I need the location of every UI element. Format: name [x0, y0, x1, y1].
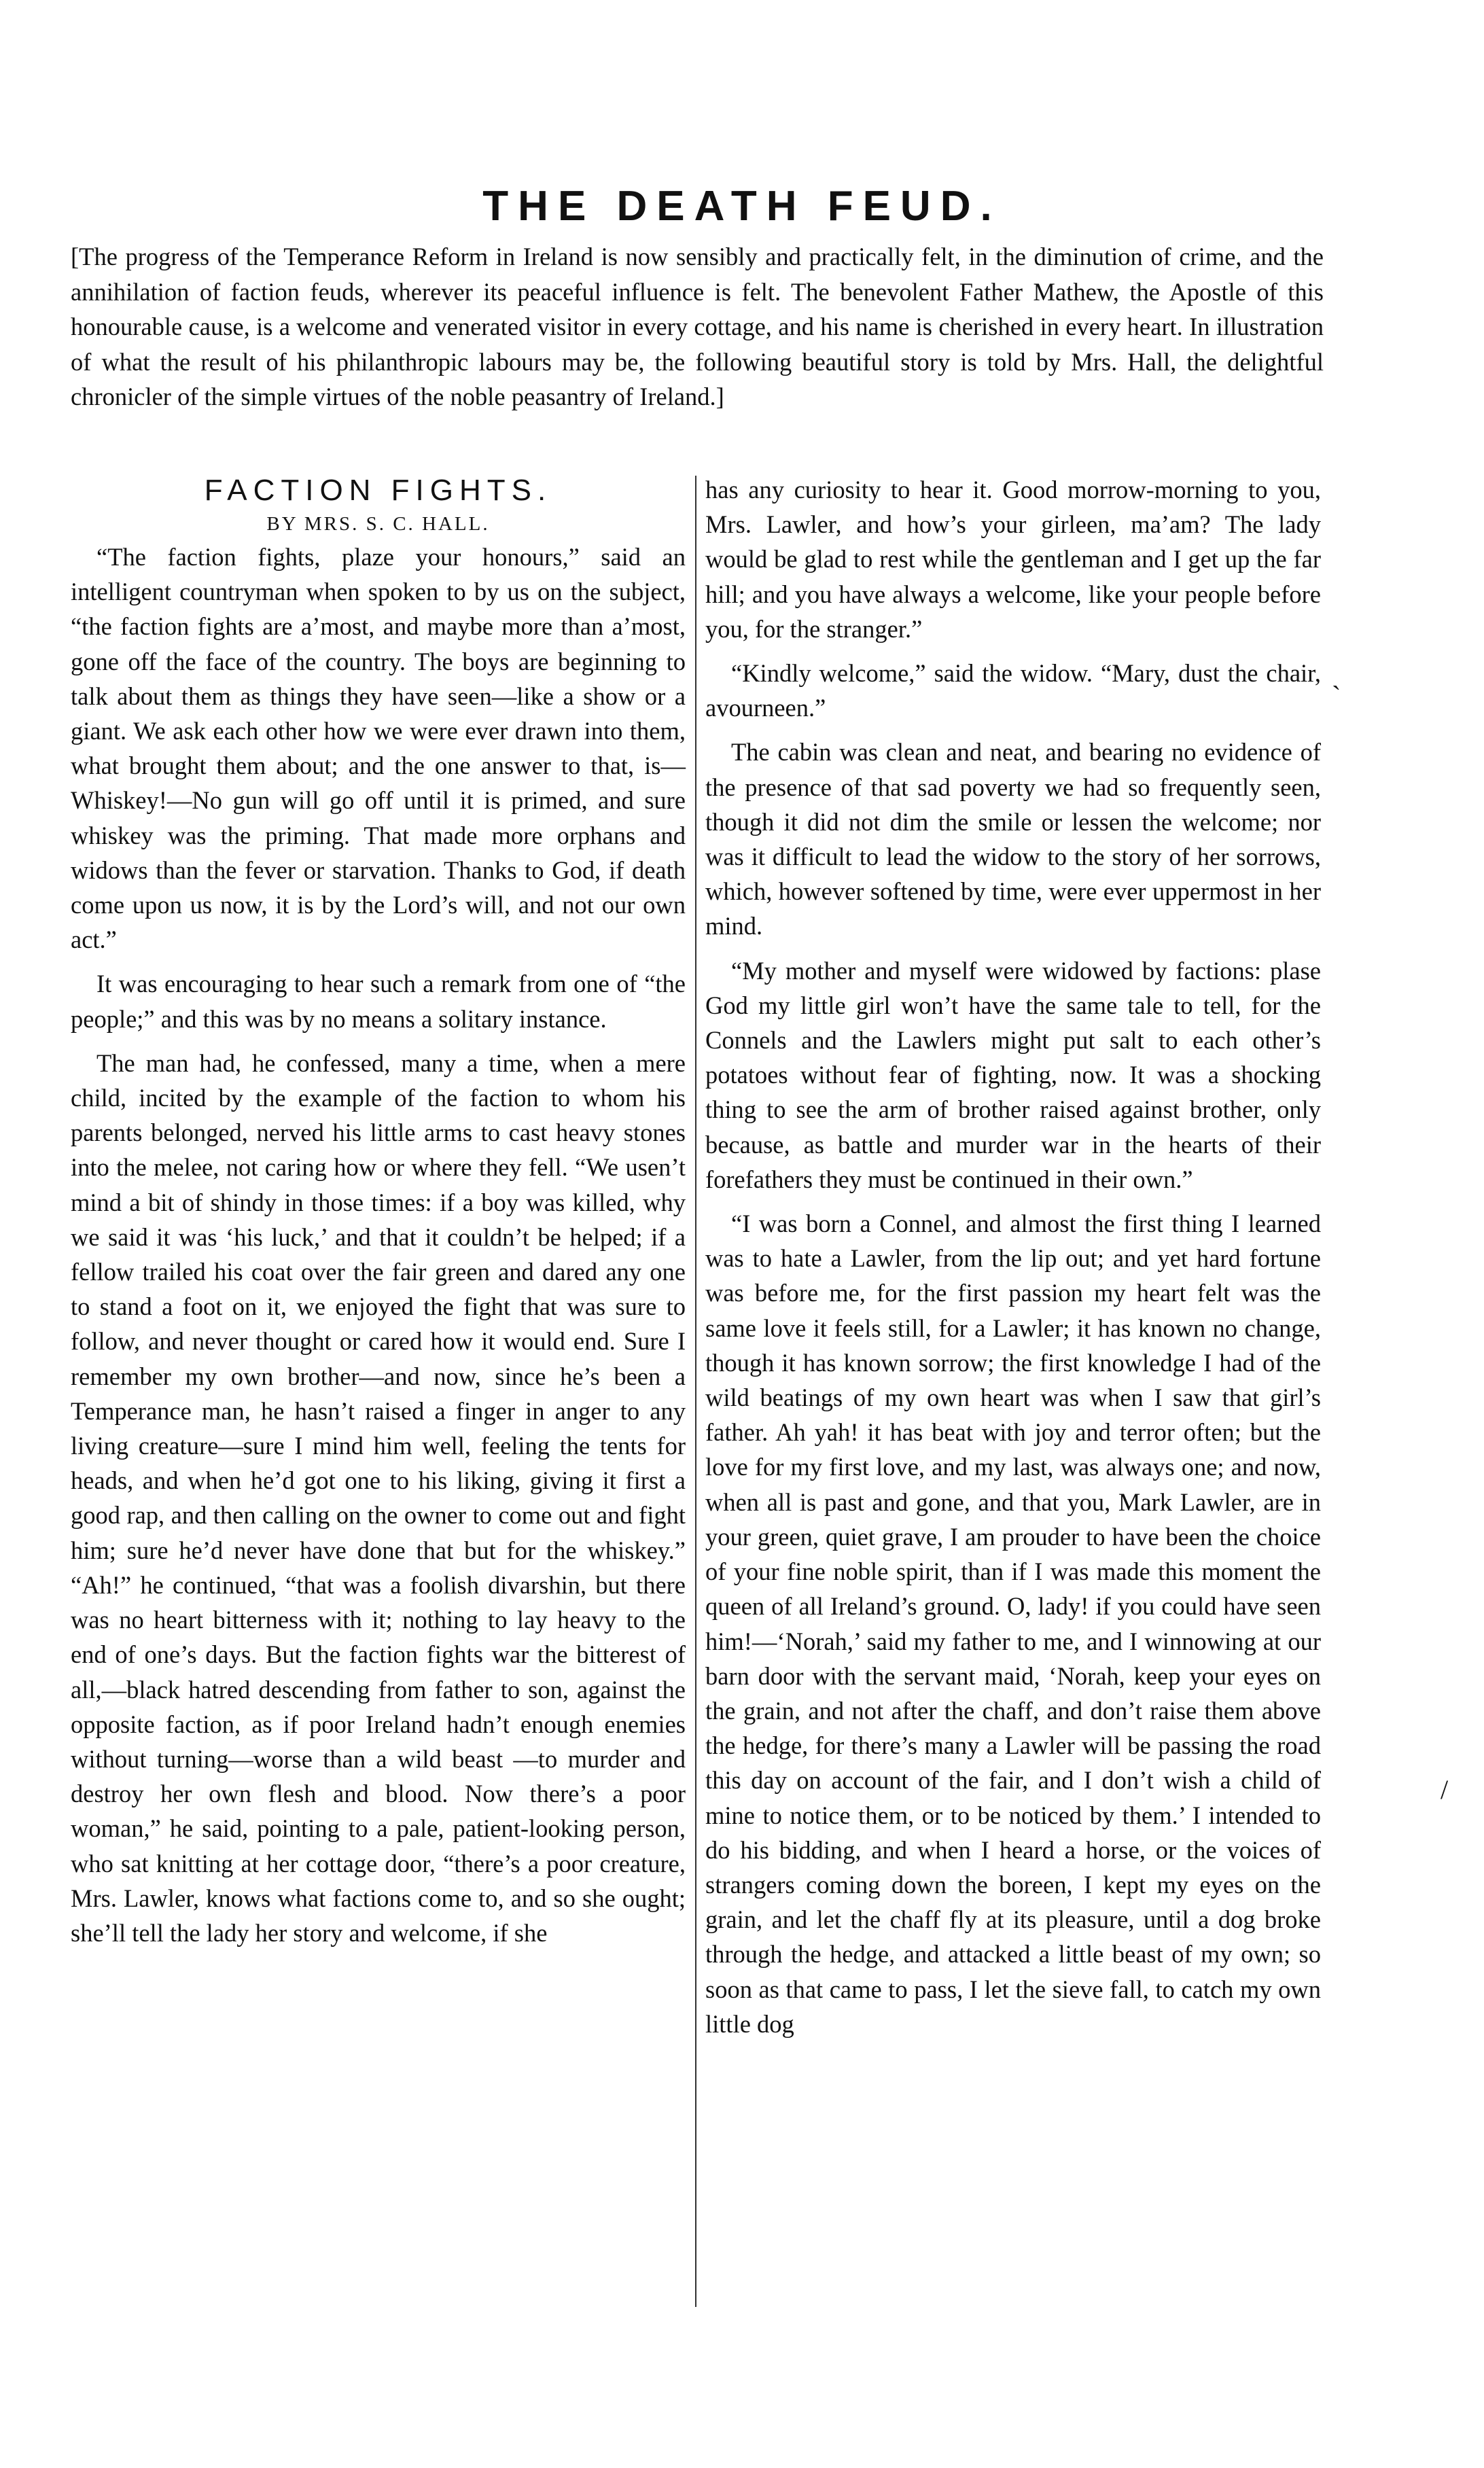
- intro-paragraph: [The progress of the Temperance Reform in Ireland is now sensibly and practically felt, in the diminution of crime, and the annihilation of faction feuds, wherever its peaceful influence is felt. The benevolent Father Mathew, the Apostle of this honourable cause, is a welcome and venerated visitor in every cottage, and his name is cherished in every heart. In illustration of what the result of his philanthropic labours may be, the following beautiful story is told by Mrs. Hall, the delightful chronicler of the simple virtues of the noble peasantry of Ireland.]: [71, 243, 1324, 410]
- paragraph: “I was born a Connel, and almost the first thing I learned was to hate a Lawler, from the lip out; and yet hard fortune was before me, for the first passion my heart felt was the same love it feels still, for a Lawler; it has known no change, though it has known sorrow; the first knowledge I had of the wild beatings of my own heart was when I saw that girl’s father. Ah yah! it has beat with joy and terror often; but the love for my first love, and my last, was always one; and now, when all is past and gone, and that you, Mark Lawler, are in your green, quiet grave, I am prouder to have been the choice of your fine noble spirit, than if I was made this moment the queen of all Ireland’s ground. O, lady! if you could have seen him!—‘Norah,’ said my father to me, and I winnowing at our barn door with the servant maid, ‘Norah, keep your eyes on the grain, and not after the chaff, and don’t raise them above the hedge, for there’s many a Lawler will be passing the road this day on account of the fair, and I don’t wish a child of mine to notice them, or to be noticed by them.’ I intended to do his bidding, and when I heard a horse, or the voices of strangers coming down the boreen, I kept my eyes on the grain, and let the chaff fly at its pleasure, until a dog broke through the hedge, and attacked a little beast of my own; so soon as that came to pass, I let the sieve fall, to catch my own little dog: [705, 1210, 1321, 2038]
- stray-mark: /: [1441, 1774, 1449, 1805]
- paragraph: “Kindly welcome,” said the widow. “Mary, dust the chair, avourneen.”: [705, 659, 1321, 722]
- byline: BY MRS. S. C. HALL.: [266, 513, 490, 535]
- paragraph: It was encouraging to hear such a remark from one of “the people;” and this was by no means a solitary instance.: [71, 970, 686, 1033]
- section-title: FACTION FIGHTS.: [204, 474, 552, 507]
- paragraph: has any curiosity to hear it. Good morrow-morning to you, Mrs. Lawler, and how’s your girleen, ma’am? The lady would be glad to rest while the gentleman and I get up the far hill; and you have always a welcome, like your people before you, for the stranger.”: [705, 476, 1321, 643]
- article-title: THE DEATH FEUD.: [482, 183, 1002, 230]
- paragraph: “The faction fights, plaze your honours,” said an intelligent countryman when spoken to by us on the subject, “the faction fights are a’most, and maybe more than a’most, gone off the face of the country. The boys are beginning to talk about them as things they have seen—like a show or a giant. We ask each other how we were ever drawn into them, what brought them about; and the one answer to that, is—Whiskey!—No gun will go off until it is primed, and sure whiskey was the priming. That made more orphans and widows than the fever or starvation. Thanks to God, if death come upon us now, it is by the Lord’s will, and not our own act.”: [71, 543, 686, 954]
- right-column: [705, 472, 1321, 2051]
- left-column: [71, 472, 686, 1960]
- paragraph: “My mother and myself were widowed by factions: plase God my little girl won’t have the same tale to tell, for the Connels and the Lawlers might put salt to each other’s potatoes without fear of fighting, now. It was a shocking thing to see the arm of brother raised against brother, only because, as battle and murder war in the hearts of their forefathers they must be continued in their own.”: [705, 956, 1321, 1193]
- stray-mark: `: [1332, 680, 1341, 711]
- column-divider: [695, 476, 696, 2307]
- paragraph: The man had, he confessed, many a time, when a mere child, incited by the example of the faction to whom his parents belonged, nerved his little arms to cast heavy stones into the melee, not caring how or where they fell. “We usen’t mind a bit of shindy in those times: if a boy was killed, why we said it was ‘his luck,’ and that it couldn’t be helped; if a fellow trailed his coat over the fair green and dared any one to stand a foot on it, we enjoyed the fight that was sure to follow, and never thought or cared how it would end. Sure I remember my own brother—and now, since he’s been a Temperance man, he hasn’t raised a finger in anger to any living creature—sure I mind him well, feeling the tents for heads, and when he’d got one to his liking, giving it first a good rap, and then calling on the owner to come out and fight him; sure he’d never have done that but for the whiskey.” “Ah!” he continued, “that was a foolish divarshin, but there was no heart bitterness with it; nothing to lay heavy to the end of one’s days. But the faction fights war the bitterest of all,—black hatred descending from father to son, against the opposite faction, as if poor Ireland hadn’t enough enemies without turning—worse than a wild beast —to murder and destroy her own flesh and blood. Now there’s a poor woman,” he said, pointing to a pale, patient-looking person, who sat knitting at her cottage door, “there’s a poor creature, Mrs. Lawler, knows what factions come to, and so she ought; she’ll tell the lady her story and welcome, if she: [71, 1048, 686, 1947]
- paragraph: The cabin was clean and neat, and bearing no evidence of the presence of that sad poverty we had so frequently seen, though it did not dim the smile or lessen the welcome; nor was it difficult to lead the widow to the story of her sorrows, which, however softened by time, were ever uppermost in her mind.: [705, 738, 1321, 940]
